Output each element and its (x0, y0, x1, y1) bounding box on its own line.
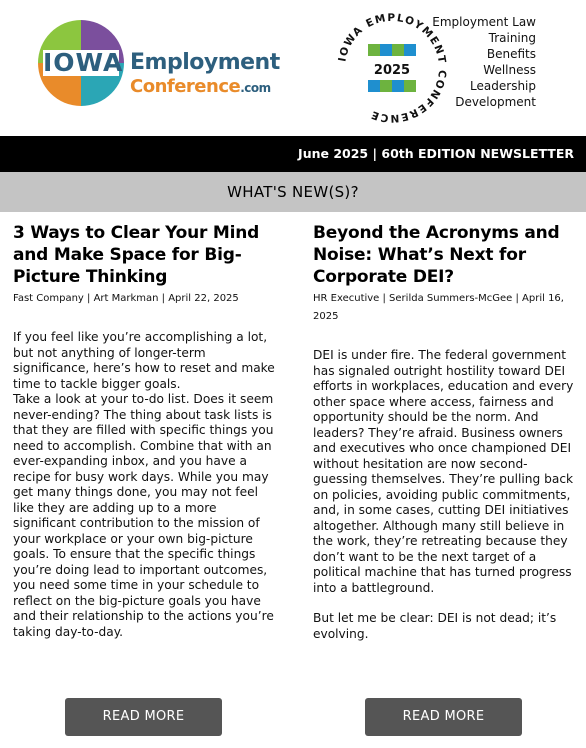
article-body (313, 348, 578, 642)
logo-dotcom: .com (240, 81, 271, 95)
newsletter-header (0, 0, 586, 136)
article-paragraph: Take a look at your to-do list. Does it seem never-ending? The thing about task lists is that they are filled with specific things you need to accomplish. Combine that with an ever-expanding inbox, and you have a recipe for busy work days. While you may get many things done, you may not feel like they are adding up to a more significant contribution to the mission of your workplace or your own big-picture goals. To ensure that the specific things you’re doing lead to important outcomes, you need some time in your schedule to reflect on the big-picture goals you have and their relationship to the actions you’re taking day-to-day. (13, 392, 274, 639)
article-paragraph: If you feel like you’re accomplishing a lot, but not anything of longer-term significance, here’s how to reset and make time to tackle bigger goals. (13, 330, 275, 391)
article-title[interactable]: Beyond the Acronyms and Noise: What’s Next for Corporate DEI? (313, 223, 560, 287)
logo-employment-word: Employment (130, 50, 280, 75)
article-meta: Fast Company | Art Markman | April 22, 2025 (13, 293, 239, 304)
article-paragraph: But let me be clear: DEI is not dead; it’s evolving. (313, 611, 557, 641)
topic-item: Leadership (470, 79, 536, 93)
section-title: WHAT'S NEW(S)? (0, 172, 586, 212)
article-card-left (13, 222, 278, 640)
logo-conference-text: Conference (130, 76, 241, 97)
read-more-button[interactable]: READ MORE (365, 698, 522, 736)
seal-year: 2025 (373, 63, 411, 78)
article-meta: HR Executive | Serilda Summers-McGee | April 16, 2025 (313, 293, 564, 322)
topic-item: Development (455, 95, 536, 109)
topic-item: Employment Law (432, 15, 536, 29)
logo-conference-word (130, 76, 271, 97)
article-paragraph: DEI is under fire. The federal government has signaled outright hostility toward DEI efforts in workplaces, education and every other space where access, fairness and opportunity should be the norm. And leaders? They’re afraid. Business owners and executives who once championed DEI without hesitation are now second-guessing themselves. They’re pulling back on policies, avoiding public commitments, and, in some cases, cutting DEI initiatives altogether. Although many still believe in the work, they’re retreating because they don’t want to be the next target of a political machine that has turned progress into a battleground. (313, 348, 574, 595)
topics-list (432, 14, 536, 110)
topic-item: Benefits (486, 47, 536, 61)
topic-item: Training (488, 31, 536, 45)
seal-ring-text: IOWA EMPLOYMENT CONFERENCE (336, 11, 449, 125)
article-body (13, 330, 278, 640)
read-more-button[interactable]: READ MORE (65, 698, 222, 736)
edition-bar: June 2025 | 60th EDITION NEWSLETTER (0, 136, 586, 172)
article-title[interactable]: 3 Ways to Clear Your Mind and Make Space for Big-Picture Thinking (13, 223, 260, 287)
article-card-right (313, 222, 578, 642)
logo-iowa-word: IOWA (43, 48, 124, 77)
topic-item: Wellness (483, 63, 536, 77)
iowa-employment-conference-logo[interactable] (38, 20, 280, 112)
